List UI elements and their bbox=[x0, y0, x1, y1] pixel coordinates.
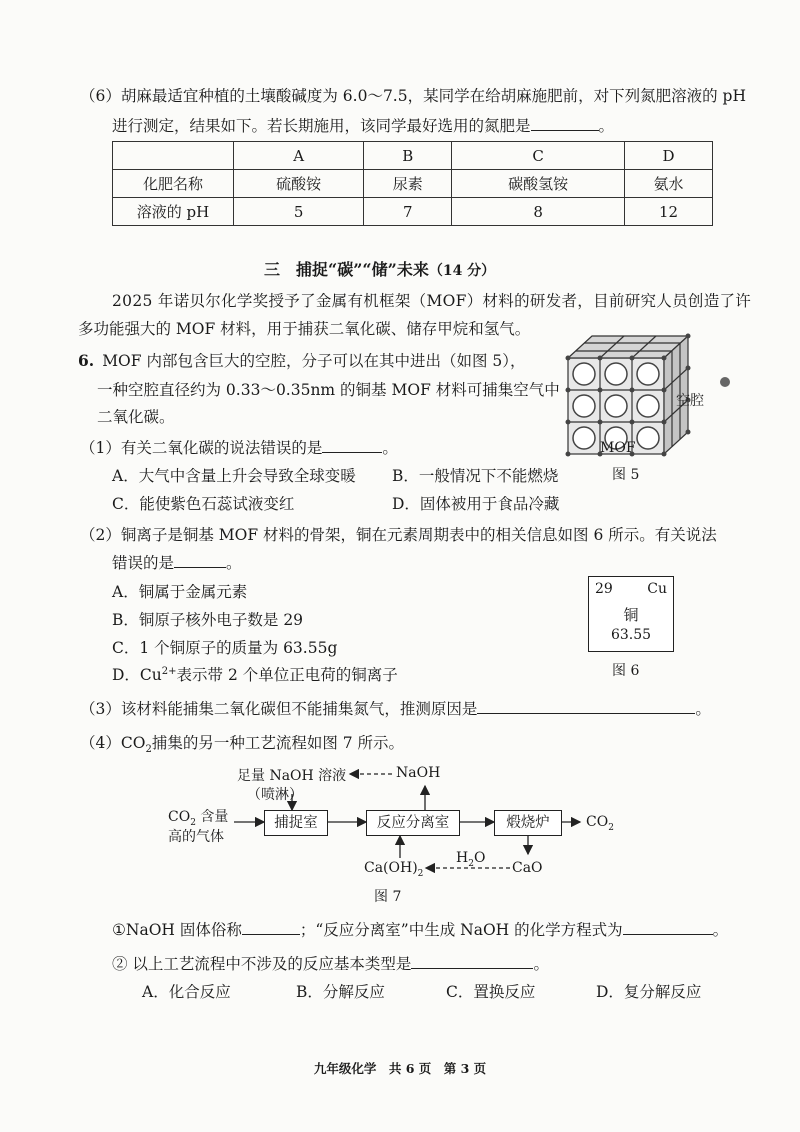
period: 。 bbox=[226, 554, 242, 572]
period: 。 bbox=[533, 955, 549, 973]
h2o-prefix: H bbox=[456, 850, 469, 866]
table-cell: 5 bbox=[234, 198, 364, 226]
table-cell: 尿素 bbox=[364, 170, 452, 198]
sub4-part1-text: ①NaOH 固体俗称 bbox=[112, 921, 242, 939]
atomic-number: 29 bbox=[595, 581, 613, 597]
co2-prefix: CO bbox=[586, 814, 609, 830]
subscript: 2 bbox=[145, 744, 152, 756]
section-score: （14 分） bbox=[428, 263, 496, 279]
table-cell: 氨水 bbox=[625, 170, 713, 198]
sub4-part2 bbox=[112, 952, 549, 974]
sub2-option-a: A．铜属于金属元素 bbox=[112, 583, 248, 601]
table-cell: 8 bbox=[452, 198, 625, 226]
flow-capture-chamber-box: 捕捉室 bbox=[264, 810, 328, 836]
period: 。 bbox=[712, 921, 729, 939]
section-intro-line1: 2025 年诺贝尔化学奖授予了金属有机框架（MOF）材料的研发者，目前研究人员创造了许 bbox=[112, 292, 752, 310]
sub3-text: （3）该材料能捕集二氧化碳但不能捕集氮气，推测原因是 bbox=[80, 700, 478, 718]
gas-prefix: CO bbox=[168, 809, 191, 825]
flow-reaction-separation-box: 反应分离室 bbox=[366, 810, 460, 836]
option-d-prefix: D．Cu bbox=[112, 666, 162, 684]
sub2-line1: （2）铜离子是铜基 MOF 材料的骨架，铜在元素周期表中的相关信息如图 6 所示。有关说法 bbox=[80, 526, 717, 544]
table-cell: 12 bbox=[625, 198, 713, 226]
sub4-option-b: B．分解反应 bbox=[296, 983, 385, 1001]
sub4-text: 捕集的另一种工艺流程如图 7 所示。 bbox=[151, 734, 405, 752]
question-6-line2 bbox=[112, 114, 614, 136]
table-header: A bbox=[234, 142, 364, 170]
sub4-part2-text: ② 以上工艺流程中不涉及的反应基本类型是 bbox=[112, 955, 412, 973]
table-header: C bbox=[452, 142, 625, 170]
table-cell: 硫酸铵 bbox=[234, 170, 364, 198]
element-name: 铜 bbox=[623, 606, 639, 624]
question-6-line2-text: 进行测定，结果如下。若长期施用，该同学最好选用的氮肥是 bbox=[112, 117, 531, 135]
sub2-option-c: C．1 个铜原子的质量为 63.55g bbox=[112, 639, 338, 657]
sub1-stem bbox=[80, 436, 398, 458]
sub1-option-c: C．能使紫色石蕊试液变红 bbox=[112, 495, 295, 513]
table-cell: 7 bbox=[364, 198, 452, 226]
figure-5-mof-diagram bbox=[560, 330, 760, 460]
flow-naoh-solution-label: 足量 NaOH 溶液 bbox=[237, 768, 347, 784]
flow-cao-label: CaO bbox=[512, 860, 543, 876]
flow-caoh2-label bbox=[364, 860, 423, 879]
fertilizer-table bbox=[112, 141, 713, 226]
figure-6-caption: 图 6 bbox=[612, 663, 640, 679]
question-6-line1: （6）胡麻最适宜种植的土壤酸碱度为 6.0～7.5，某同学在给胡麻施肥前，对下列氮肥溶液的 pH bbox=[80, 87, 746, 105]
question-6-stem-line3: 二氧化碳。 bbox=[97, 408, 175, 426]
question-6-stem-line2: 一种空腔直径约为 0.33～0.35nm 的铜基 MOF 材料可捕集空气中 bbox=[97, 381, 560, 399]
table-cell: 化肥名称 bbox=[113, 170, 234, 198]
atomic-mass: 63.55 bbox=[610, 627, 652, 643]
answer-blank[interactable] bbox=[411, 954, 533, 969]
sub4-part1 bbox=[112, 918, 728, 940]
question-6-stem-line1 bbox=[78, 349, 526, 371]
sub2-option-b: B．铜原子核外电子数是 29 bbox=[112, 611, 304, 629]
gas-suffix: 含量 bbox=[195, 809, 229, 825]
element-symbol: Cu bbox=[647, 581, 667, 597]
section-intro-line2: 多功能强大的 MOF 材料，用于捕获二氧化碳、储存甲烷和氢气。 bbox=[78, 320, 531, 338]
sub1-option-b: B．一般情况下不能燃烧 bbox=[392, 467, 559, 485]
table-row bbox=[113, 170, 713, 198]
figure-5-mof-label: MOF bbox=[600, 440, 636, 456]
table-header: D bbox=[625, 142, 713, 170]
table-cell: 碳酸氢铵 bbox=[452, 170, 625, 198]
figure-7-caption: 图 7 bbox=[374, 889, 402, 905]
flow-naoh-label: NaOH bbox=[396, 765, 441, 781]
subscript: 2 bbox=[468, 858, 474, 869]
subscript: 2 bbox=[190, 817, 196, 828]
page-footer: 九年级化学 共 6 页 第 3 页 bbox=[313, 1061, 487, 1076]
cavity-marker-icon bbox=[720, 377, 730, 387]
sub4-option-a: A．化合反应 bbox=[142, 983, 231, 1001]
sub4-option-d: D．复分解反应 bbox=[596, 983, 702, 1001]
period: 。 bbox=[695, 700, 711, 718]
sub1-text: （1）有关二氧化碳的说法错误的是 bbox=[80, 439, 323, 457]
sub2-line2 bbox=[112, 551, 242, 573]
section-title-text: 三 捕捉“碳”“储”未来 bbox=[264, 260, 429, 279]
subscript: 2 bbox=[608, 822, 614, 833]
period: 。 bbox=[598, 117, 615, 135]
h2o-suffix: O bbox=[473, 850, 486, 866]
flow-co2-output-label bbox=[586, 814, 614, 833]
sub4-option-c: C．置换反应 bbox=[446, 983, 536, 1001]
answer-blank[interactable] bbox=[623, 920, 713, 935]
subscript: 2 bbox=[417, 868, 424, 879]
flow-spray-label: （喷淋） bbox=[247, 787, 303, 803]
sub3-stem bbox=[80, 697, 711, 719]
answer-blank[interactable] bbox=[174, 553, 226, 568]
caoh-prefix: Ca(OH) bbox=[364, 860, 418, 876]
table-cell bbox=[113, 142, 234, 170]
option-d-text: 表示带 2 个单位正电荷的铜离子 bbox=[176, 666, 398, 684]
table-cell: 溶液的 pH bbox=[113, 198, 234, 226]
answer-blank[interactable] bbox=[477, 699, 695, 714]
figure-6-element-box bbox=[588, 576, 674, 652]
table-row bbox=[113, 198, 713, 226]
flow-calciner-box: 煅烧炉 bbox=[494, 810, 562, 836]
sub4-prefix: （4）CO bbox=[80, 734, 146, 752]
flow-h2o-label bbox=[456, 850, 485, 869]
figure-5-cavity-label: 空腔 bbox=[676, 393, 704, 409]
sub4-stem bbox=[80, 731, 404, 755]
charge-superscript: 2+ bbox=[161, 665, 177, 677]
answer-blank[interactable] bbox=[531, 116, 599, 131]
sub2-text: 错误的是 bbox=[112, 554, 175, 572]
answer-blank[interactable] bbox=[322, 438, 382, 453]
figure-5-caption: 图 5 bbox=[612, 467, 640, 483]
sub4-part1-mid: ；“反应分离室”中生成 NaOH 的化学方程式为 bbox=[299, 921, 623, 939]
question-number: 6. bbox=[78, 351, 95, 370]
sub1-option-d: D．固体被用于食品冷藏 bbox=[392, 495, 560, 513]
sub1-option-a: A．大气中含量上升会导致全球变暖 bbox=[112, 467, 356, 485]
sub2-option-d bbox=[112, 663, 398, 685]
answer-blank[interactable] bbox=[242, 920, 300, 935]
period: 。 bbox=[382, 439, 398, 457]
section-title bbox=[264, 257, 495, 280]
table-header: B bbox=[364, 142, 452, 170]
question-text: MOF 内部包含巨大的空腔，分子可以在其中进出（如图 5）， bbox=[102, 352, 526, 370]
flow-input-gas-line2: 高的气体 bbox=[168, 829, 224, 845]
table-row bbox=[113, 142, 713, 170]
flow-input-gas-line1 bbox=[168, 806, 228, 828]
